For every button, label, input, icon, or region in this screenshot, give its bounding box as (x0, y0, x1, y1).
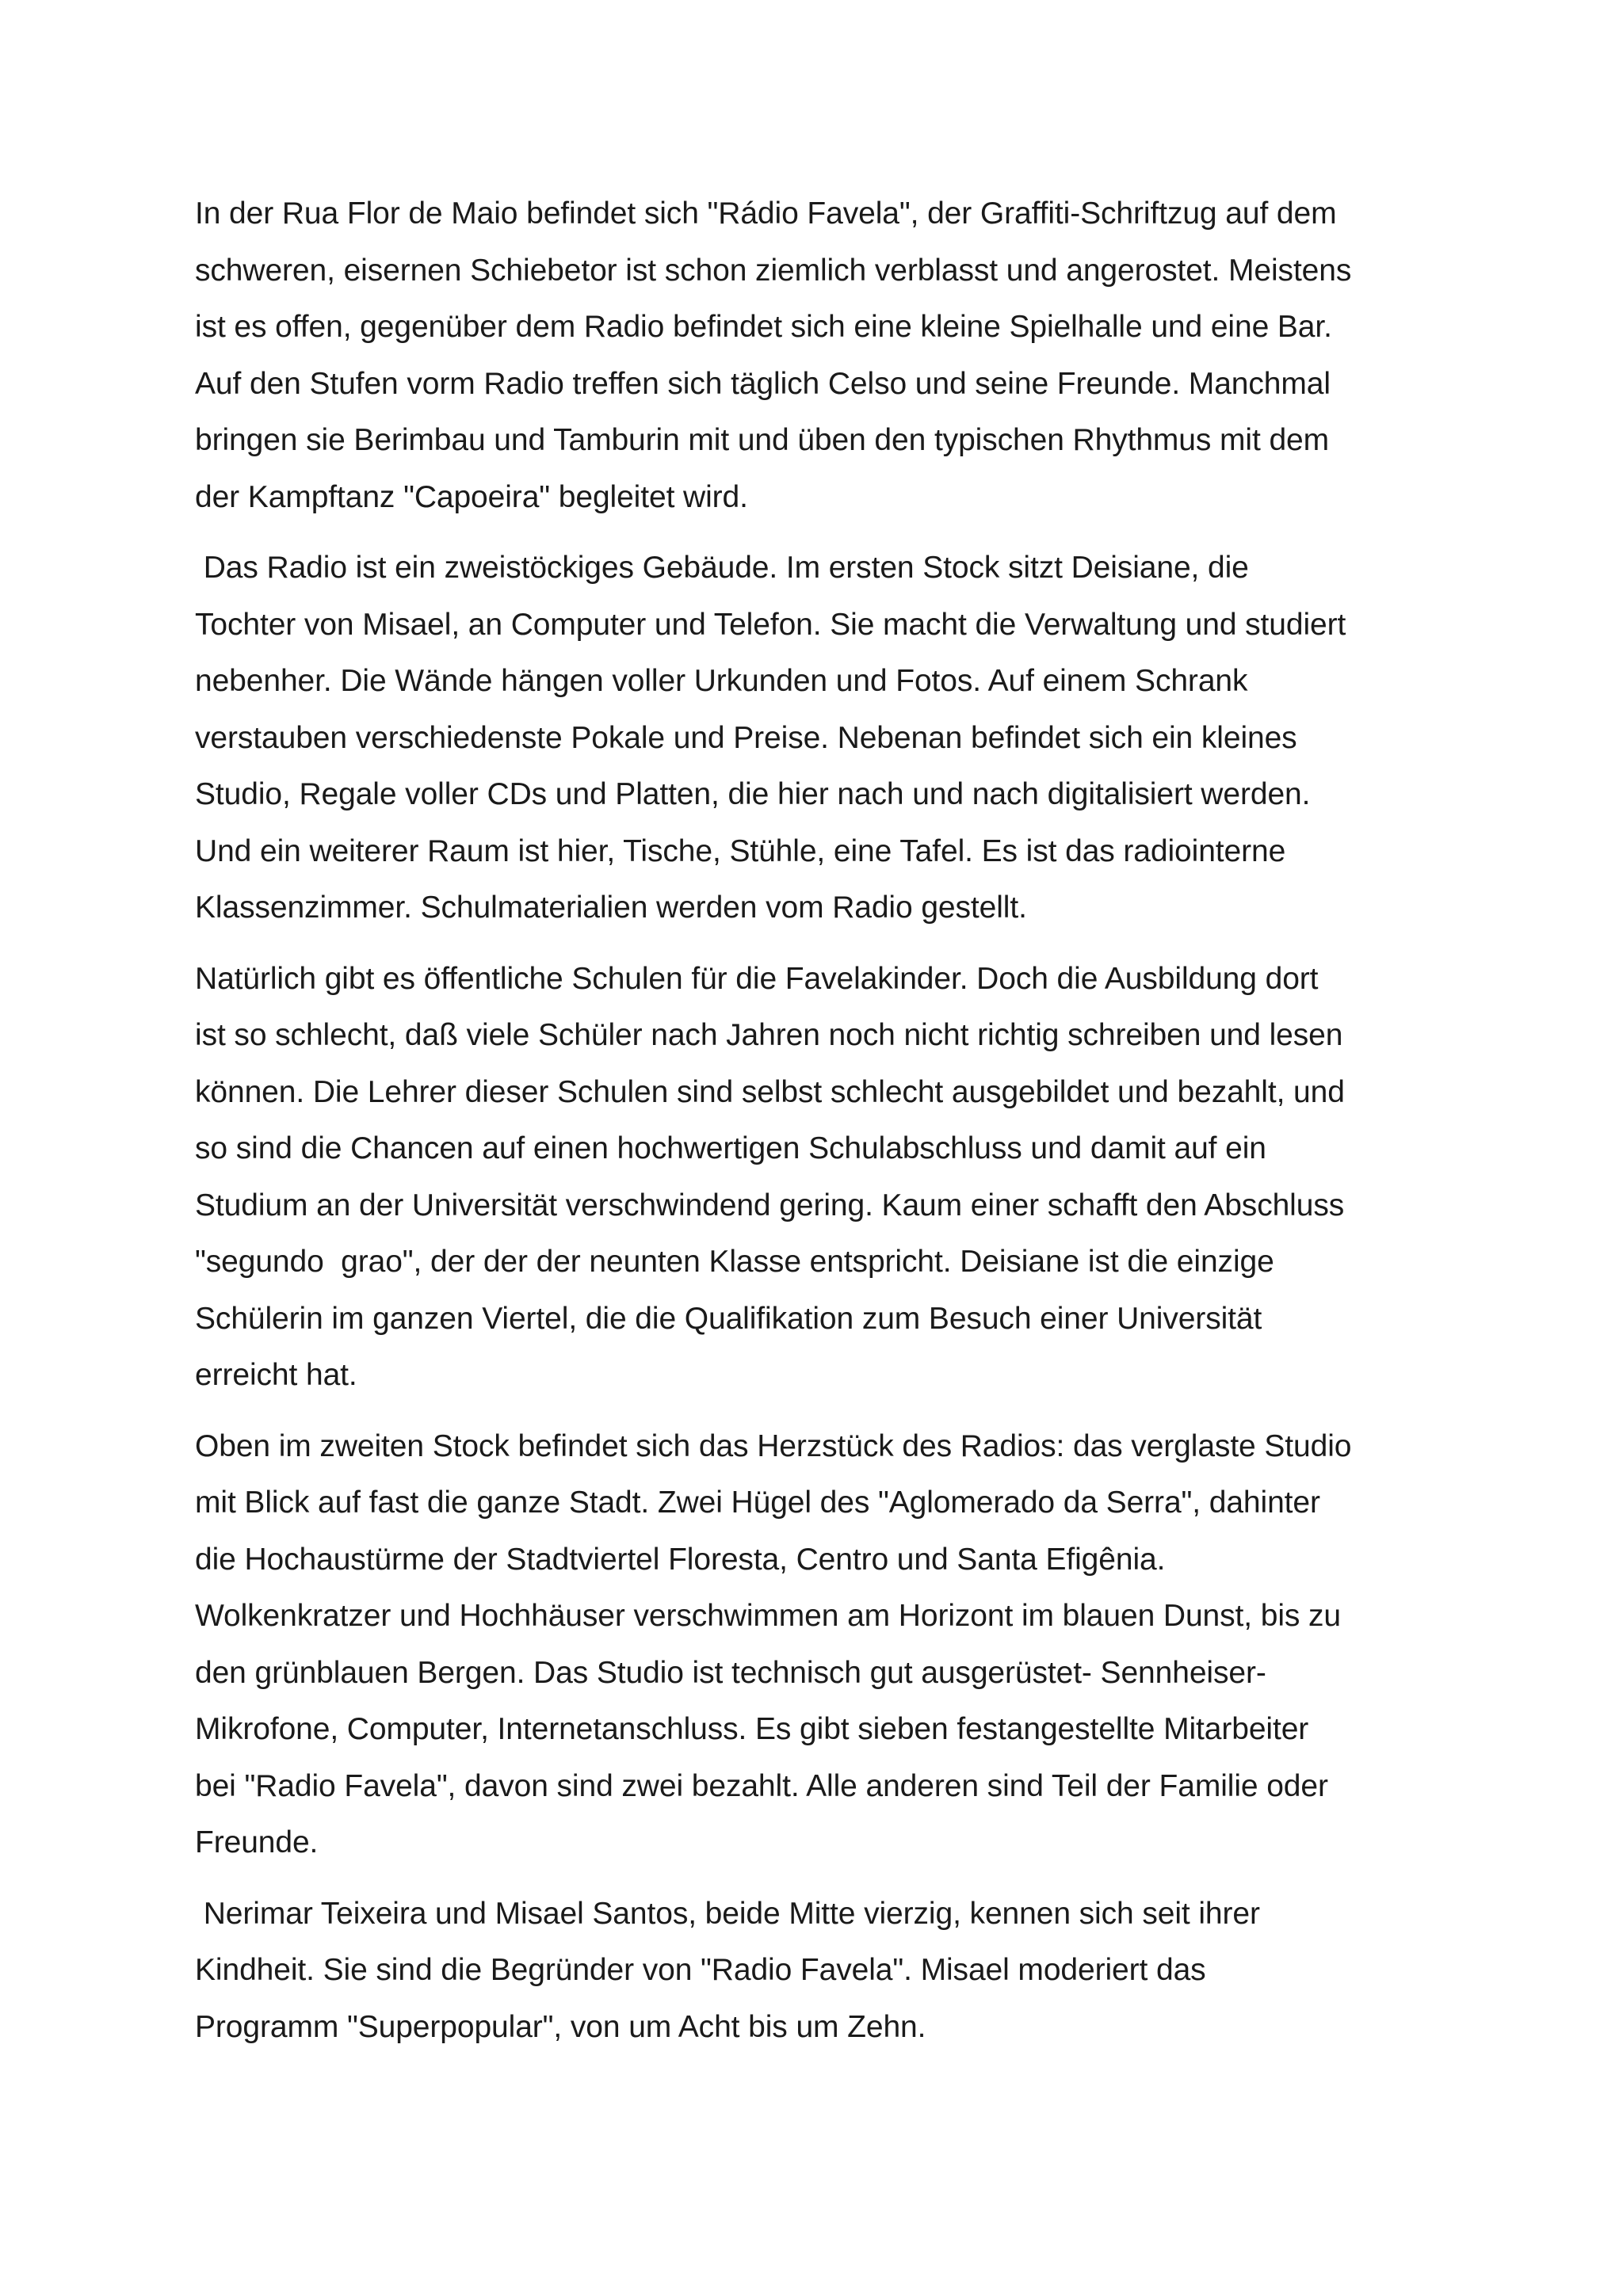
text-line: ist so schlecht, daß viele Schüler nach Jahren noch nicht richtig schreiben und lesen (195, 1018, 1343, 1052)
text-line: Freunde. (195, 1825, 319, 1859)
text-line: verstauben verschiedenste Pokale und Preise. Nebenan befindet sich ein kleines (195, 720, 1297, 755)
text-line: die Hochaustürme der Stadtviertel Floresta, Centro und Santa Efigênia. (195, 1542, 1166, 1577)
text-line: Tochter von Misael, an Computer und Telefon. Sie macht die Verwaltung und studiert (195, 607, 1346, 642)
text-line: Kindheit. Sie sind die Begründer von "Radio Favela". Misael moderiert das (195, 1953, 1206, 1987)
text-line: Auf den Stufen vorm Radio treffen sich täglich Celso und seine Freunde. Manchmal (195, 366, 1331, 401)
text-line: Das Radio ist ein zweistöckiges Gebäude. Im ersten Stock sitzt Deisiane, die (195, 551, 1249, 585)
text-line: mit Blick auf fast die ganze Stadt. Zwei Hügel des "Aglomerado da Serra", dahinter (195, 1486, 1320, 1520)
text-line: können. Die Lehrer dieser Schulen sind selbst schlecht ausgebildet und bezahlt, und (195, 1074, 1345, 1109)
text-line: Oben im zweiten Stock befindet sich das Herzstück des Radios: das verglaste Studio (195, 1428, 1352, 1463)
paragraph-5 (195, 1886, 1447, 2056)
text-line: ist es offen, gegenüber dem Radio befindet sich eine kleine Spielhalle und eine Bar. (195, 310, 1332, 344)
paragraph-1 (195, 185, 1447, 525)
paragraph-3 (195, 951, 1447, 1404)
text-line: Nerimar Teixeira und Misael Santos, beide Mitte vierzig, kennen sich seit ihrer (195, 1896, 1260, 1931)
paragraph-2 (195, 540, 1447, 936)
text-line: schweren, eisernen Schiebetor ist schon ziemlich verblasst und angerostet. Meistens (195, 253, 1352, 288)
text-line: Programm "Superpopular", von um Acht bis um Zehn. (195, 2009, 926, 2044)
text-line: Klassenzimmer. Schulmaterialien werden vom Radio gestellt. (195, 891, 1027, 925)
text-line: den grünblauen Bergen. Das Studio ist technisch gut ausgerüstet- Sennheiser- (195, 1655, 1266, 1690)
text-line: nebenher. Die Wände hängen voller Urkunden und Fotos. Auf einem Schrank (195, 664, 1248, 698)
text-line: Studium an der Universität verschwindend gering. Kaum einer schafft den Abschluss (195, 1188, 1345, 1222)
text-line: Mikrofone, Computer, Internetanschluss. Es gibt sieben festangestellte Mitarbeiter (195, 1712, 1309, 1746)
text-line: "segundo grao", der der der neunten Klasse entspricht. Deisiane ist die einzige (195, 1245, 1274, 1279)
text-line: Natürlich gibt es öffentliche Schulen für die Favelakinder. Doch die Ausbildung dort (195, 961, 1319, 996)
text-line: Wolkenkratzer und Hochhäuser verschwimmen am Horizont im blauen Dunst, bis zu (195, 1599, 1342, 1633)
text-line: erreicht hat. (195, 1358, 357, 1392)
text-line: Schülerin im ganzen Viertel, die die Qualifikation zum Besuch einer Universität (195, 1301, 1262, 1336)
text-line: bringen sie Berimbau und Tamburin mit und üben den typischen Rhythmus mit dem (195, 423, 1330, 457)
text-line: In der Rua Flor de Maio befindet sich "Rádio Favela", der Graffiti-Schriftzug auf dem (195, 196, 1337, 231)
text-line: Studio, Regale voller CDs und Platten, die hier nach und nach digitalisiert werden. (195, 777, 1311, 811)
document-body (195, 185, 1447, 2069)
text-line: bei "Radio Favela", davon sind zwei bezahlt. Alle anderen sind Teil der Familie oder (195, 1768, 1328, 1803)
text-line: der Kampftanz "Capoeira" begleitet wird. (195, 479, 748, 514)
paragraph-4 (195, 1418, 1447, 1871)
text-line: Und ein weiterer Raum ist hier, Tische, Stühle, eine Tafel. Es ist das radiointerne (195, 833, 1286, 868)
text-line: so sind die Chancen auf einen hochwertigen Schulabschluss und damit auf ein (195, 1131, 1266, 1165)
